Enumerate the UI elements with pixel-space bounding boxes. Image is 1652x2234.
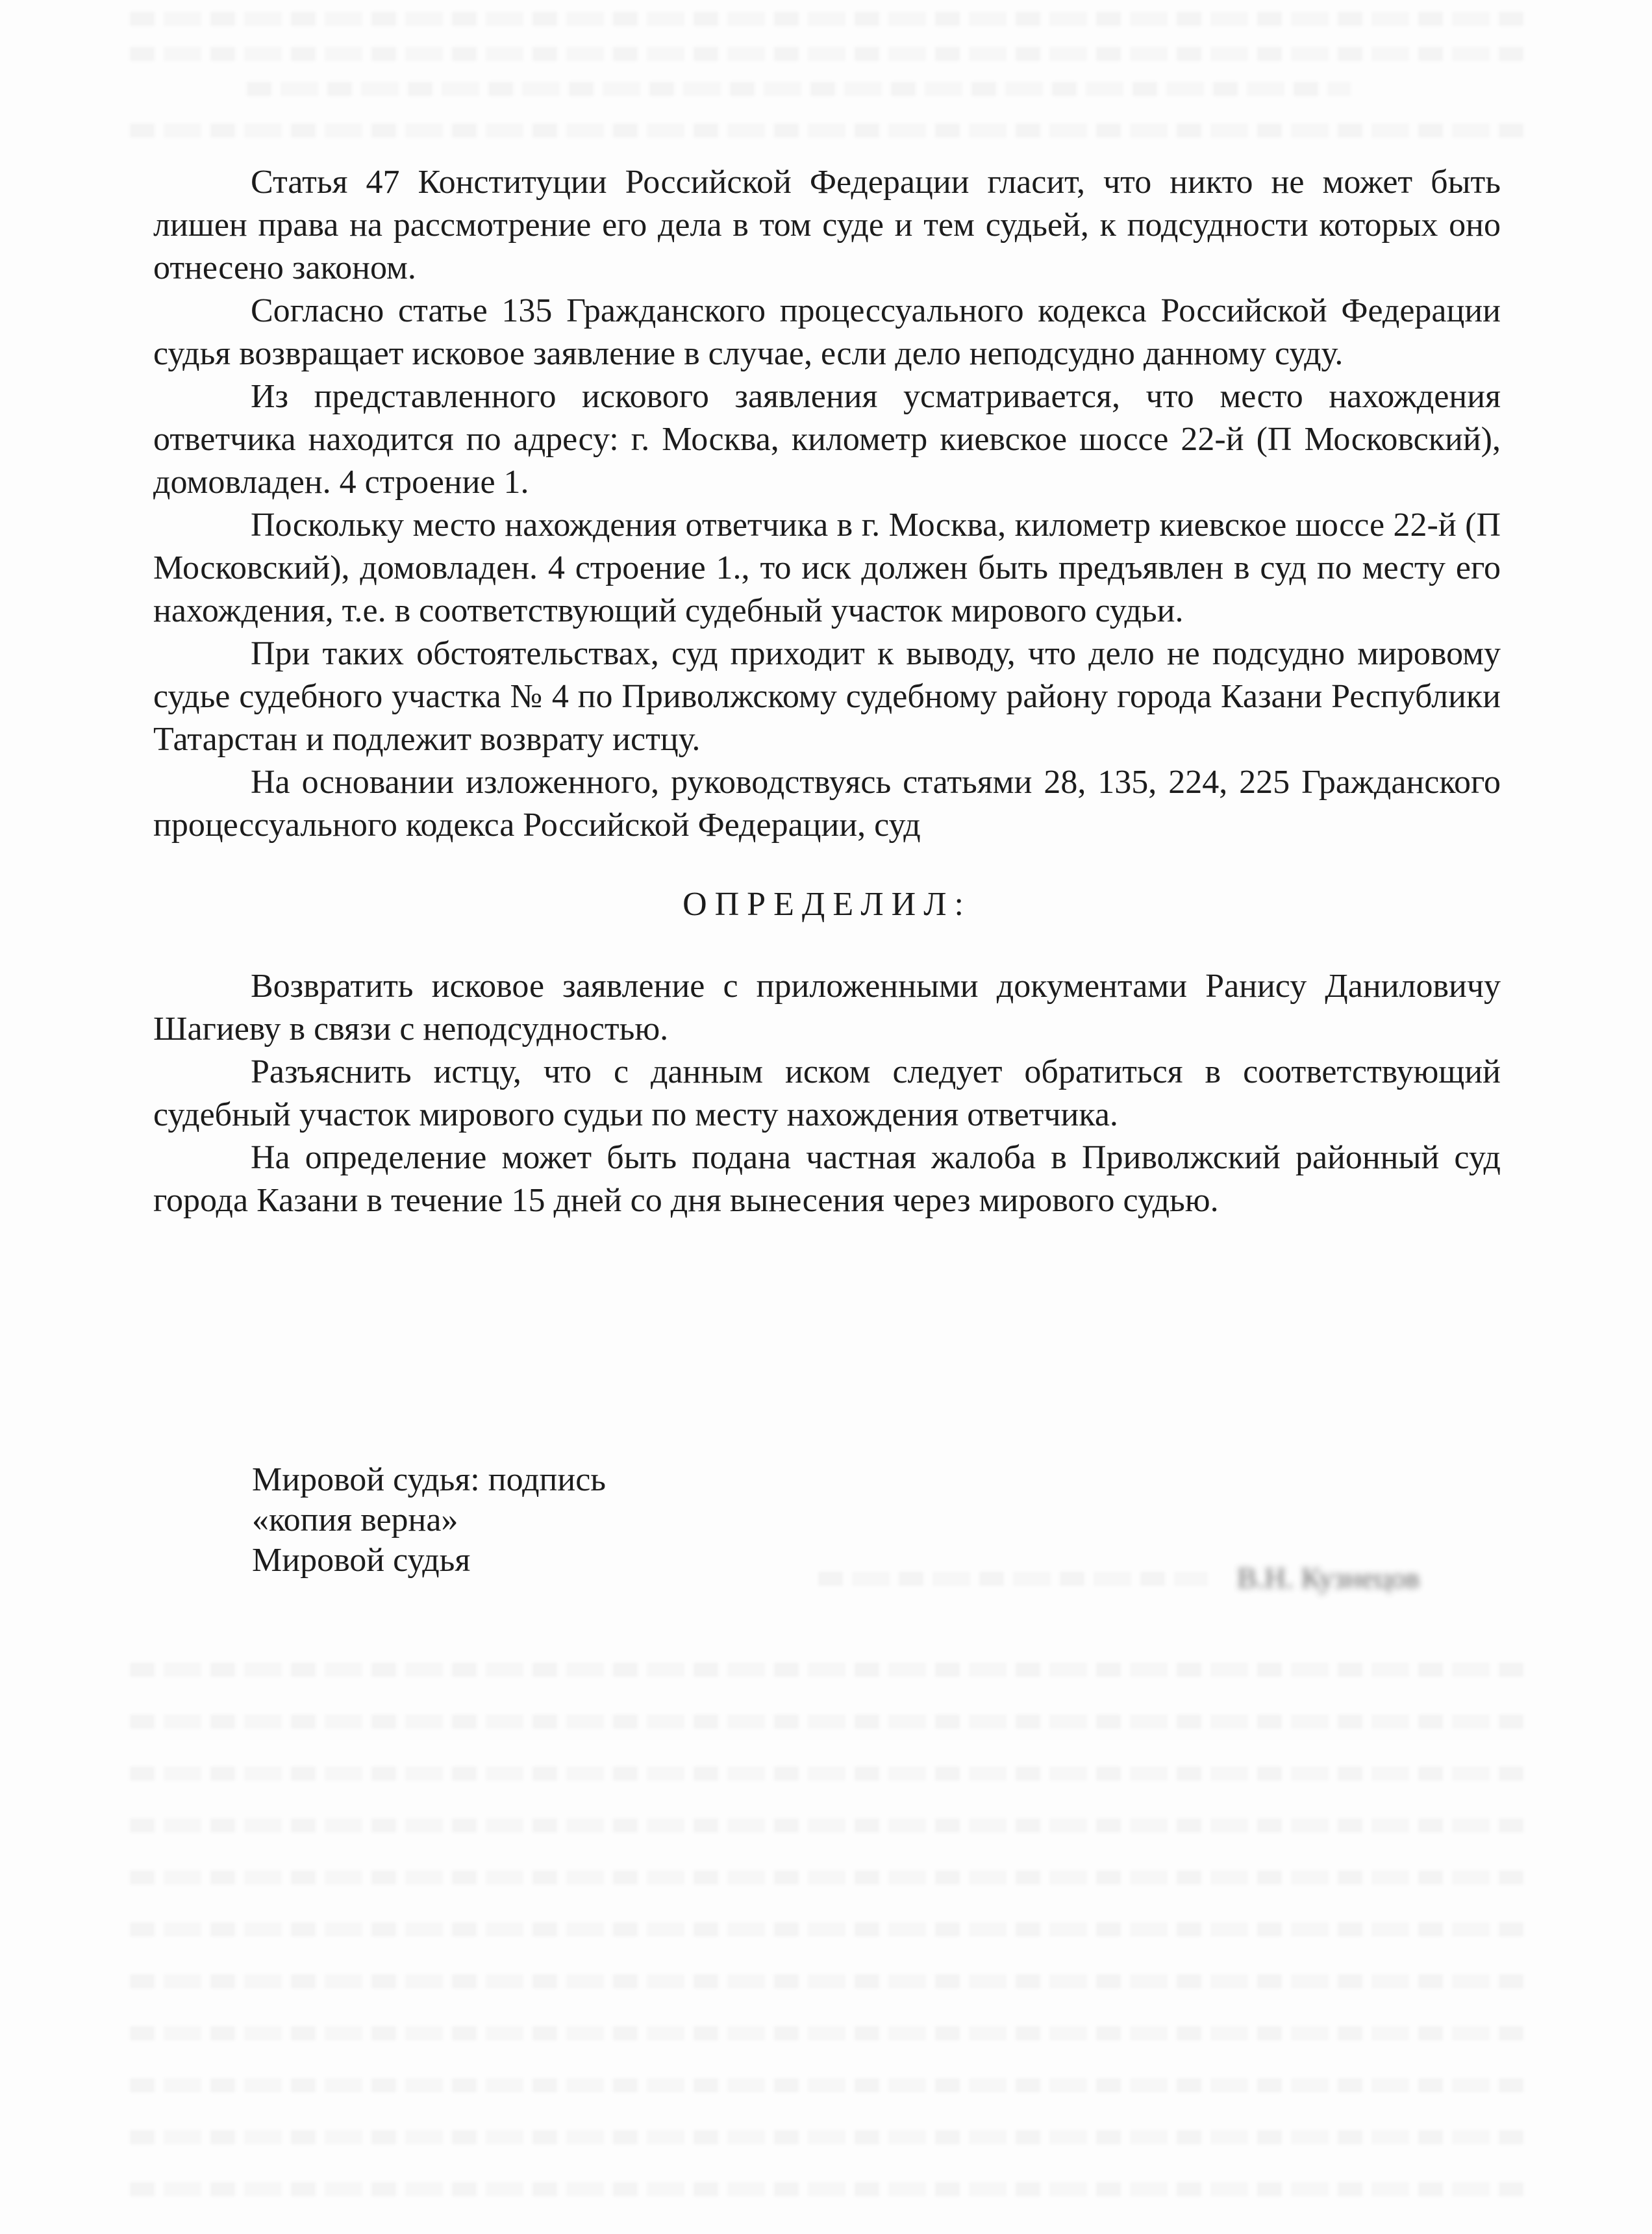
scan-bleed-through bbox=[130, 1922, 1526, 1937]
scan-bleed-through bbox=[130, 123, 1526, 138]
signature-line-title: Мировой судья bbox=[252, 1542, 471, 1579]
paragraph-appeal: На определение может быть подана частная жалоба в Приволжский районный суд города Казани в течение 15 дней со дня вынесения через мирового судью. bbox=[153, 1139, 1501, 1219]
paragraph-article-135: Согласно статье 135 Гражданского процессуального кодекса Российской Федерации судья возвращает исковое заявление в случае, если дело неподсудно данному суду. bbox=[153, 292, 1501, 372]
scan-bleed-through bbox=[130, 1766, 1526, 1781]
judge-name-redacted: В.Н. Кузнецов bbox=[1237, 1561, 1420, 1594]
scan-bleed-through bbox=[247, 82, 1351, 96]
paragraph-defendant-address: Из представленного искового заявления усматривается, что место нахождения ответчика находится по адресу: г. Москва, километр киевское шоссе 22-й (П Московский), домовладен. 4 строение 1. bbox=[153, 378, 1501, 501]
paragraph-jurisdiction: Поскольку место нахождения ответчика в г. Москва, километр киевское шоссе 22-й (П Московский), домовладен. 4 строение 1., то иск должен быть предъявлен в суд по месту его нахождения, т.е. в соответствующий судебный участок мирового судьи. bbox=[153, 507, 1501, 629]
signature-block bbox=[252, 1460, 606, 1581]
scan-bleed-through bbox=[130, 1818, 1526, 1833]
paragraph-explanation: Разъяснить истцу, что с данным иском следует обратиться в соответствующий судебный участок мирового судьи по месту нахождения ответчика. bbox=[153, 1053, 1501, 1133]
scan-bleed-through bbox=[130, 2078, 1526, 2092]
paragraph-legal-basis: На основании изложенного, руководствуясь статьями 28, 135, 224, 225 Гражданского процессуального кодекса Российской Федерации, суд bbox=[153, 764, 1501, 844]
scan-bleed-through bbox=[130, 2182, 1526, 2196]
paragraph-return-claim: Возвратить исковое заявление с приложенными документами Ранису Даниловичу Шагиеву в связи с неподсудностью. bbox=[153, 968, 1501, 1048]
scan-bleed-through bbox=[130, 2130, 1526, 2144]
document-body bbox=[153, 161, 1501, 1222]
paragraph-article-47: Статья 47 Конституции Российской Федерации гласит, что никто не может быть лишен права на рассмотрение его дела в том суде и тем судьей, к подсудности которых оно отнесено законом. bbox=[153, 164, 1501, 286]
scan-bleed-through bbox=[130, 1870, 1526, 1885]
scan-bleed-through bbox=[130, 1974, 1526, 1989]
scan-bleed-through bbox=[130, 2026, 1526, 2040]
ruling-heading: ОПРЕДЕЛИЛ: bbox=[682, 886, 971, 923]
signature-line-copy: «копия верна» bbox=[252, 1501, 458, 1538]
signature-line-judge: Мировой судья: подпись bbox=[252, 1461, 606, 1498]
scan-bleed-through bbox=[130, 12, 1526, 26]
scan-bleed-through bbox=[130, 1714, 1526, 1729]
scan-bleed-through bbox=[818, 1572, 1208, 1586]
scan-bleed-through bbox=[130, 1663, 1526, 1677]
paragraph-conclusion: При таких обстоятельствах, суд приходит к выводу, что дело не подсудно мировому судье судебного участка № 4 по Приволжскому судебному району города Казани Республики Татарстан и подлежит возврату истцу. bbox=[153, 635, 1501, 758]
scan-bleed-through bbox=[130, 47, 1526, 61]
